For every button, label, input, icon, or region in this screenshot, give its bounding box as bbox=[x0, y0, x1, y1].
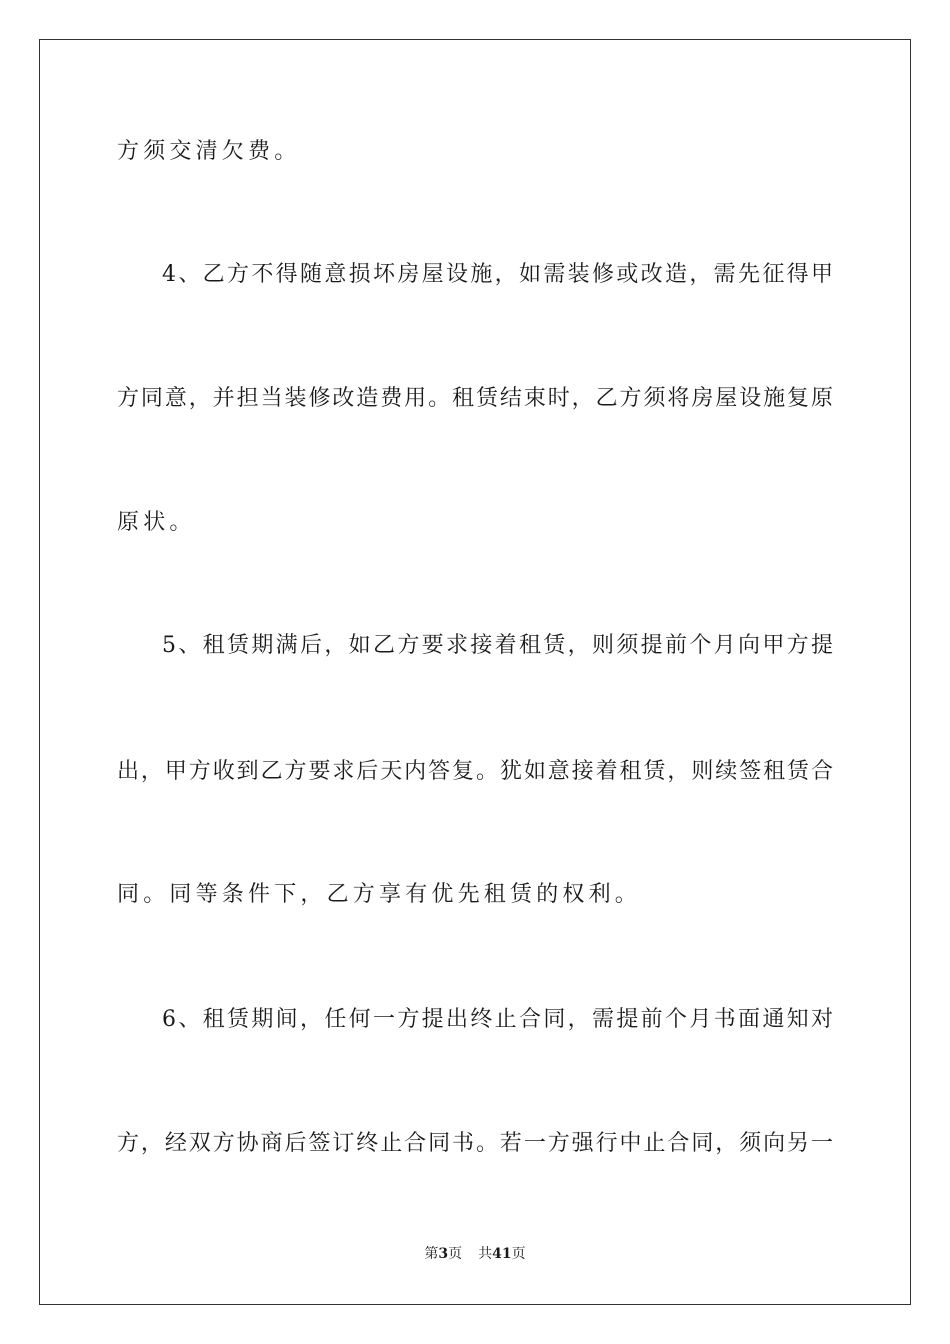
footer-page-suffix: 页 bbox=[448, 1246, 463, 1262]
footer-page-prefix: 第 bbox=[424, 1246, 439, 1262]
text-line-7: 同。同等条件下，乙方享有优先租赁的权利。 bbox=[117, 882, 642, 907]
footer-total-pages: 41 bbox=[492, 1246, 512, 1262]
text-line-1: 方须交清欠费。 bbox=[117, 139, 301, 164]
text-line-4: 原状。 bbox=[117, 510, 196, 535]
footer-page-number: 3 bbox=[438, 1246, 449, 1262]
footer-total-suffix: 页 bbox=[511, 1246, 526, 1262]
page-footer bbox=[0, 1244, 950, 1264]
text-line-8: 6、租赁期间，任何一方提出终止合同，需提前个月书面通知对 bbox=[162, 1007, 833, 1032]
footer-total-prefix: 共 bbox=[478, 1246, 493, 1262]
page-border bbox=[39, 39, 911, 1305]
text-line-5: 5、租赁期满后，如乙方要求接着租赁，则须提前个月向甲方提 bbox=[162, 633, 833, 658]
text-line-6: 出，甲方收到乙方要求后天内答复。犹如意接着租赁，则续签租赁合 bbox=[117, 759, 833, 784]
text-line-9: 方，经双方协商后签订终止合同书。若一方强行中止合同，须向另一 bbox=[117, 1131, 833, 1156]
text-line-2: 4、乙方不得随意损坏房屋设施，如需装修或改造，需先征得甲 bbox=[162, 262, 833, 287]
text-line-3: 方同意，并担当装修改造费用。租赁结束时，乙方须将房屋设施复原 bbox=[117, 386, 833, 411]
